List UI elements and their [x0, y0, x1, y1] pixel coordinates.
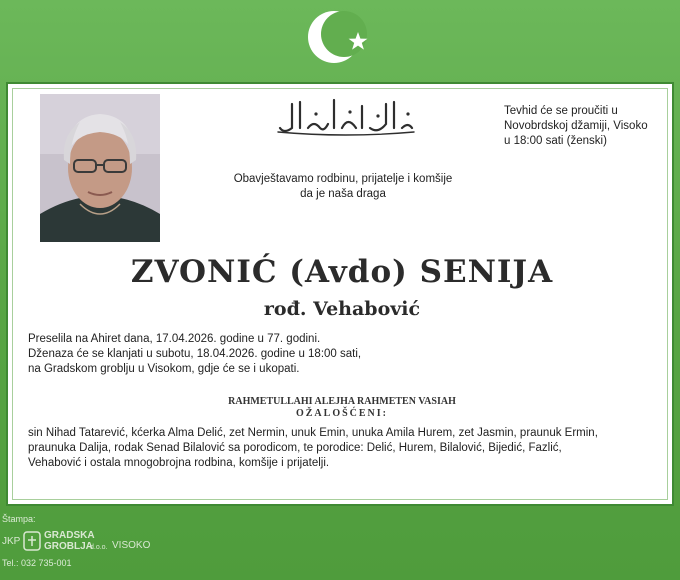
company-name-line2: GROBLJA: [44, 541, 93, 552]
obituary-card: [6, 82, 674, 506]
company-suffix: d.o.o.: [90, 544, 108, 551]
intro-line: Obavještavamo rodbinu, prijatelje i komšije: [233, 173, 453, 185]
print-label: Štampa:: [2, 514, 36, 524]
maiden-name: rođ. Vehabović: [263, 298, 421, 320]
intro-line: da je naša draga: [300, 188, 386, 200]
intro-text: [208, 172, 478, 202]
company-name: [44, 530, 95, 552]
portrait-photo: [40, 94, 160, 242]
jkp-label: JKP: [2, 536, 21, 547]
info-line: Dženaza će se klanjati u subotu, 18.04.2026. godine u 18:00 sati,: [28, 348, 362, 360]
crescent-star-icon: [300, 6, 380, 68]
mourners-line: sin Nihad Tatarević, kćerka Alma Delić, zet Nermin, unuk Emin, unuka Amila Hurem, zet Jasmin, praunuk Ermin,: [28, 427, 598, 439]
cemetery-logo-icon: [22, 530, 42, 552]
mourners-list: [28, 426, 654, 471]
deceased-name: ZVONIĆ (Avdo) SENIJA: [130, 254, 554, 290]
info-line: na Gradskom groblju u Visokom, gdje će se i ukopati.: [28, 363, 300, 375]
mourners-heading: OŽALOŠĆENI:: [295, 408, 388, 419]
company-city: VISOKO: [112, 540, 151, 551]
printer-phone: Tel.: 032 735-001: [2, 558, 72, 568]
printer-logo: [2, 528, 162, 558]
prayer-block: [8, 396, 676, 420]
arabic-calligraphy-icon: [270, 94, 420, 138]
tevhid-line: Novobrdskoj džamiji, Visoko: [504, 120, 648, 132]
tevhid-notice: [504, 104, 674, 149]
tevhid-line: Tevhid će se proučiti u: [504, 105, 618, 117]
company-name-line1: GRADSKA: [44, 530, 95, 541]
mourners-line: Vehabović i ostala mnogobrojna rodbina, komšije i prijatelji.: [28, 457, 330, 469]
info-line: Preselila na Ahiret dana, 17.04.2026. godine u 77. godini.: [28, 333, 321, 345]
rahmet-text: RAHMETULLAHI ALEJHA RAHMETEN VASIAH: [228, 396, 456, 407]
tevhid-line: u 18:00 sati (ženski): [504, 135, 607, 147]
funeral-info: [28, 332, 588, 377]
mourners-line: praunuka Dalija, rodak Senad Bilalović sa porodicom, te porodice: Delić, Hurem, Bilalović, Bijedić, Fazlić,: [28, 442, 562, 454]
printer-footer: [0, 512, 170, 578]
